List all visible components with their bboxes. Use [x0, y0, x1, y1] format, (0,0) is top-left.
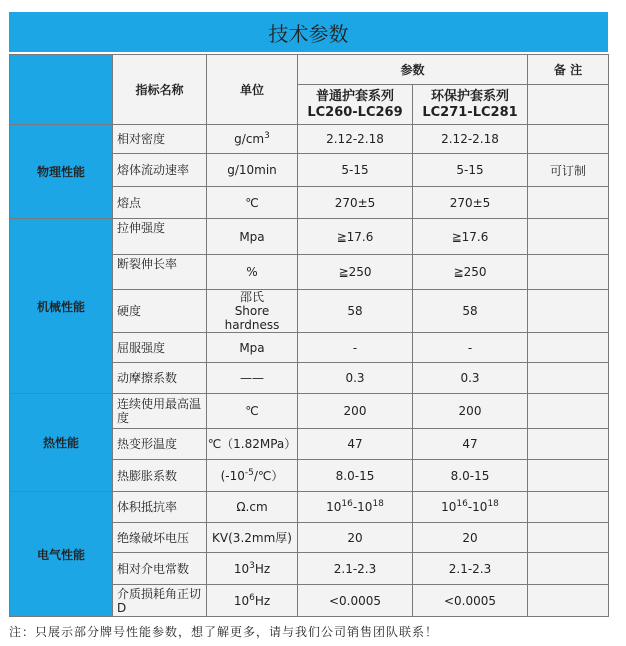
value-series2: <0.0005 [413, 585, 528, 617]
value-series1: 2.1-2.3 [298, 553, 413, 585]
remark-cell [528, 187, 609, 219]
item-loss-tangent: 介质损耗角正切D [113, 585, 207, 617]
remark-cell [528, 492, 609, 523]
value-series1: 2.12-2.18 [298, 125, 413, 154]
unit-volume-res: Ω.cm [207, 492, 298, 523]
table-row [10, 492, 609, 523]
unit-dielectric: $10^3Hz$ [207, 553, 298, 585]
unit-hardness-line1: 邵氏 [239, 290, 264, 304]
value-series1: 0.3 [298, 363, 413, 394]
category-electrical: 电气性能 [10, 492, 113, 617]
value-series2: 58 [413, 290, 528, 333]
item-yield: 屈服强度 [113, 333, 207, 363]
unit-deform-temp: ℃（1.82MPa） [207, 429, 298, 460]
category-mechanical: 机械性能 [10, 219, 113, 394]
value-series2: 2.1-2.3 [413, 553, 528, 585]
value-series2: 5-15 [413, 154, 528, 187]
remark-cell [528, 394, 609, 429]
item-friction: 动摩擦系数 [113, 363, 207, 394]
unit-elongation: % [207, 255, 298, 290]
item-melting-point: 熔点 [113, 187, 207, 219]
category-thermal: 热性能 [10, 394, 113, 492]
remark-cell [528, 523, 609, 553]
remark-cell [528, 363, 609, 394]
unit-tensile: Mpa [207, 219, 298, 255]
value-series2: 2.12-2.18 [413, 125, 528, 154]
item-melt-flow: 熔体流动速率 [113, 154, 207, 187]
value-series2: ≧250 [413, 255, 528, 290]
item-volume-res: 体积抵抗率 [113, 492, 207, 523]
remark-cell [528, 429, 609, 460]
header-series1 [298, 85, 413, 125]
value-series2: 8.0-15 [413, 460, 528, 492]
remark-cell [528, 553, 609, 585]
unit-melt-flow: g/10min [207, 154, 298, 187]
value-series2: 20 [413, 523, 528, 553]
unit-yield: Mpa [207, 333, 298, 363]
unit-max-temp: ℃ [207, 394, 298, 429]
title-text: 技术参数 [268, 21, 349, 46]
item-hardness: 硬度 [113, 290, 207, 333]
series2-name: 环保护套系列 [431, 88, 510, 104]
value-series1: 58 [298, 290, 413, 333]
remark-cell [528, 585, 609, 617]
value-series2: ≧17.6 [413, 219, 528, 255]
value-series1: 270±5 [298, 187, 413, 219]
item-max-temp: 连续使用最高温度 [113, 394, 207, 429]
header-category-blank [10, 55, 113, 125]
header-item-name: 指标名称 [113, 55, 207, 125]
value-series1: 47 [298, 429, 413, 460]
item-breakdown: 绝缘破坏电压 [113, 523, 207, 553]
remark-cell: 可订制 [528, 154, 609, 187]
header-row [10, 55, 609, 85]
unit-hardness-line2: Shore hardness [224, 304, 280, 332]
value-series1: ≧17.6 [298, 219, 413, 255]
unit-breakdown: KV(3.2mm厚) [207, 523, 298, 553]
value-series1: $10^{16}-10^{18}$ [298, 492, 413, 523]
remark-cell [528, 125, 609, 154]
unit-friction: —— [207, 363, 298, 394]
remark-cell [528, 219, 609, 255]
unit-loss-tangent: $10^6Hz$ [207, 585, 298, 617]
item-dielectric: 相对介电常数 [113, 553, 207, 585]
remark-cell [528, 255, 609, 290]
value-series1: ≧250 [298, 255, 413, 290]
value-series1: 5-15 [298, 154, 413, 187]
header-remark-blank [528, 85, 609, 125]
spec-table [9, 54, 609, 617]
value-series1: 200 [298, 394, 413, 429]
series1-code: LC260-LC269 [307, 104, 403, 120]
unit-density: $g/cm^3$ [207, 125, 298, 154]
item-tensile: 拉伸强度 [113, 219, 207, 255]
series2-code: LC271-LC281 [422, 104, 518, 120]
value-series2: - [413, 333, 528, 363]
series1-name: 普通护套系列 [315, 88, 394, 104]
value-series2: 270±5 [413, 187, 528, 219]
unit-melting-point: ℃ [207, 187, 298, 219]
item-elongation: 断裂伸长率 [113, 255, 207, 290]
value-series1: - [298, 333, 413, 363]
value-series2: $10^{16}-10^{18}$ [413, 492, 528, 523]
table-row [10, 219, 609, 255]
header-unit: 单位 [207, 55, 298, 125]
header-remark: 备 注 [528, 55, 609, 85]
value-series2: 200 [413, 394, 528, 429]
value-series1: 20 [298, 523, 413, 553]
remark-cell [528, 290, 609, 333]
page-title [9, 12, 608, 52]
value-series1: 8.0-15 [298, 460, 413, 492]
remark-cell [528, 333, 609, 363]
header-series2 [413, 85, 528, 125]
item-deform-temp: 热变形温度 [113, 429, 207, 460]
table-row [10, 394, 609, 429]
item-density: 相对密度 [113, 125, 207, 154]
category-physical: 物理性能 [10, 125, 113, 219]
value-series2: 47 [413, 429, 528, 460]
table-row [10, 125, 609, 154]
item-expansion: 热膨胀系数 [113, 460, 207, 492]
unit-expansion: $(-10^{-5}/℃)$ [207, 460, 298, 492]
unit-hardness [207, 290, 298, 333]
footnote: 注：只展示部分牌号性能参数，想了解更多，请与我们公司销售团队联系！ [9, 625, 439, 639]
header-params: 参数 [298, 55, 528, 85]
remark-cell [528, 460, 609, 492]
value-series1: <0.0005 [298, 585, 413, 617]
value-series2: 0.3 [413, 363, 528, 394]
